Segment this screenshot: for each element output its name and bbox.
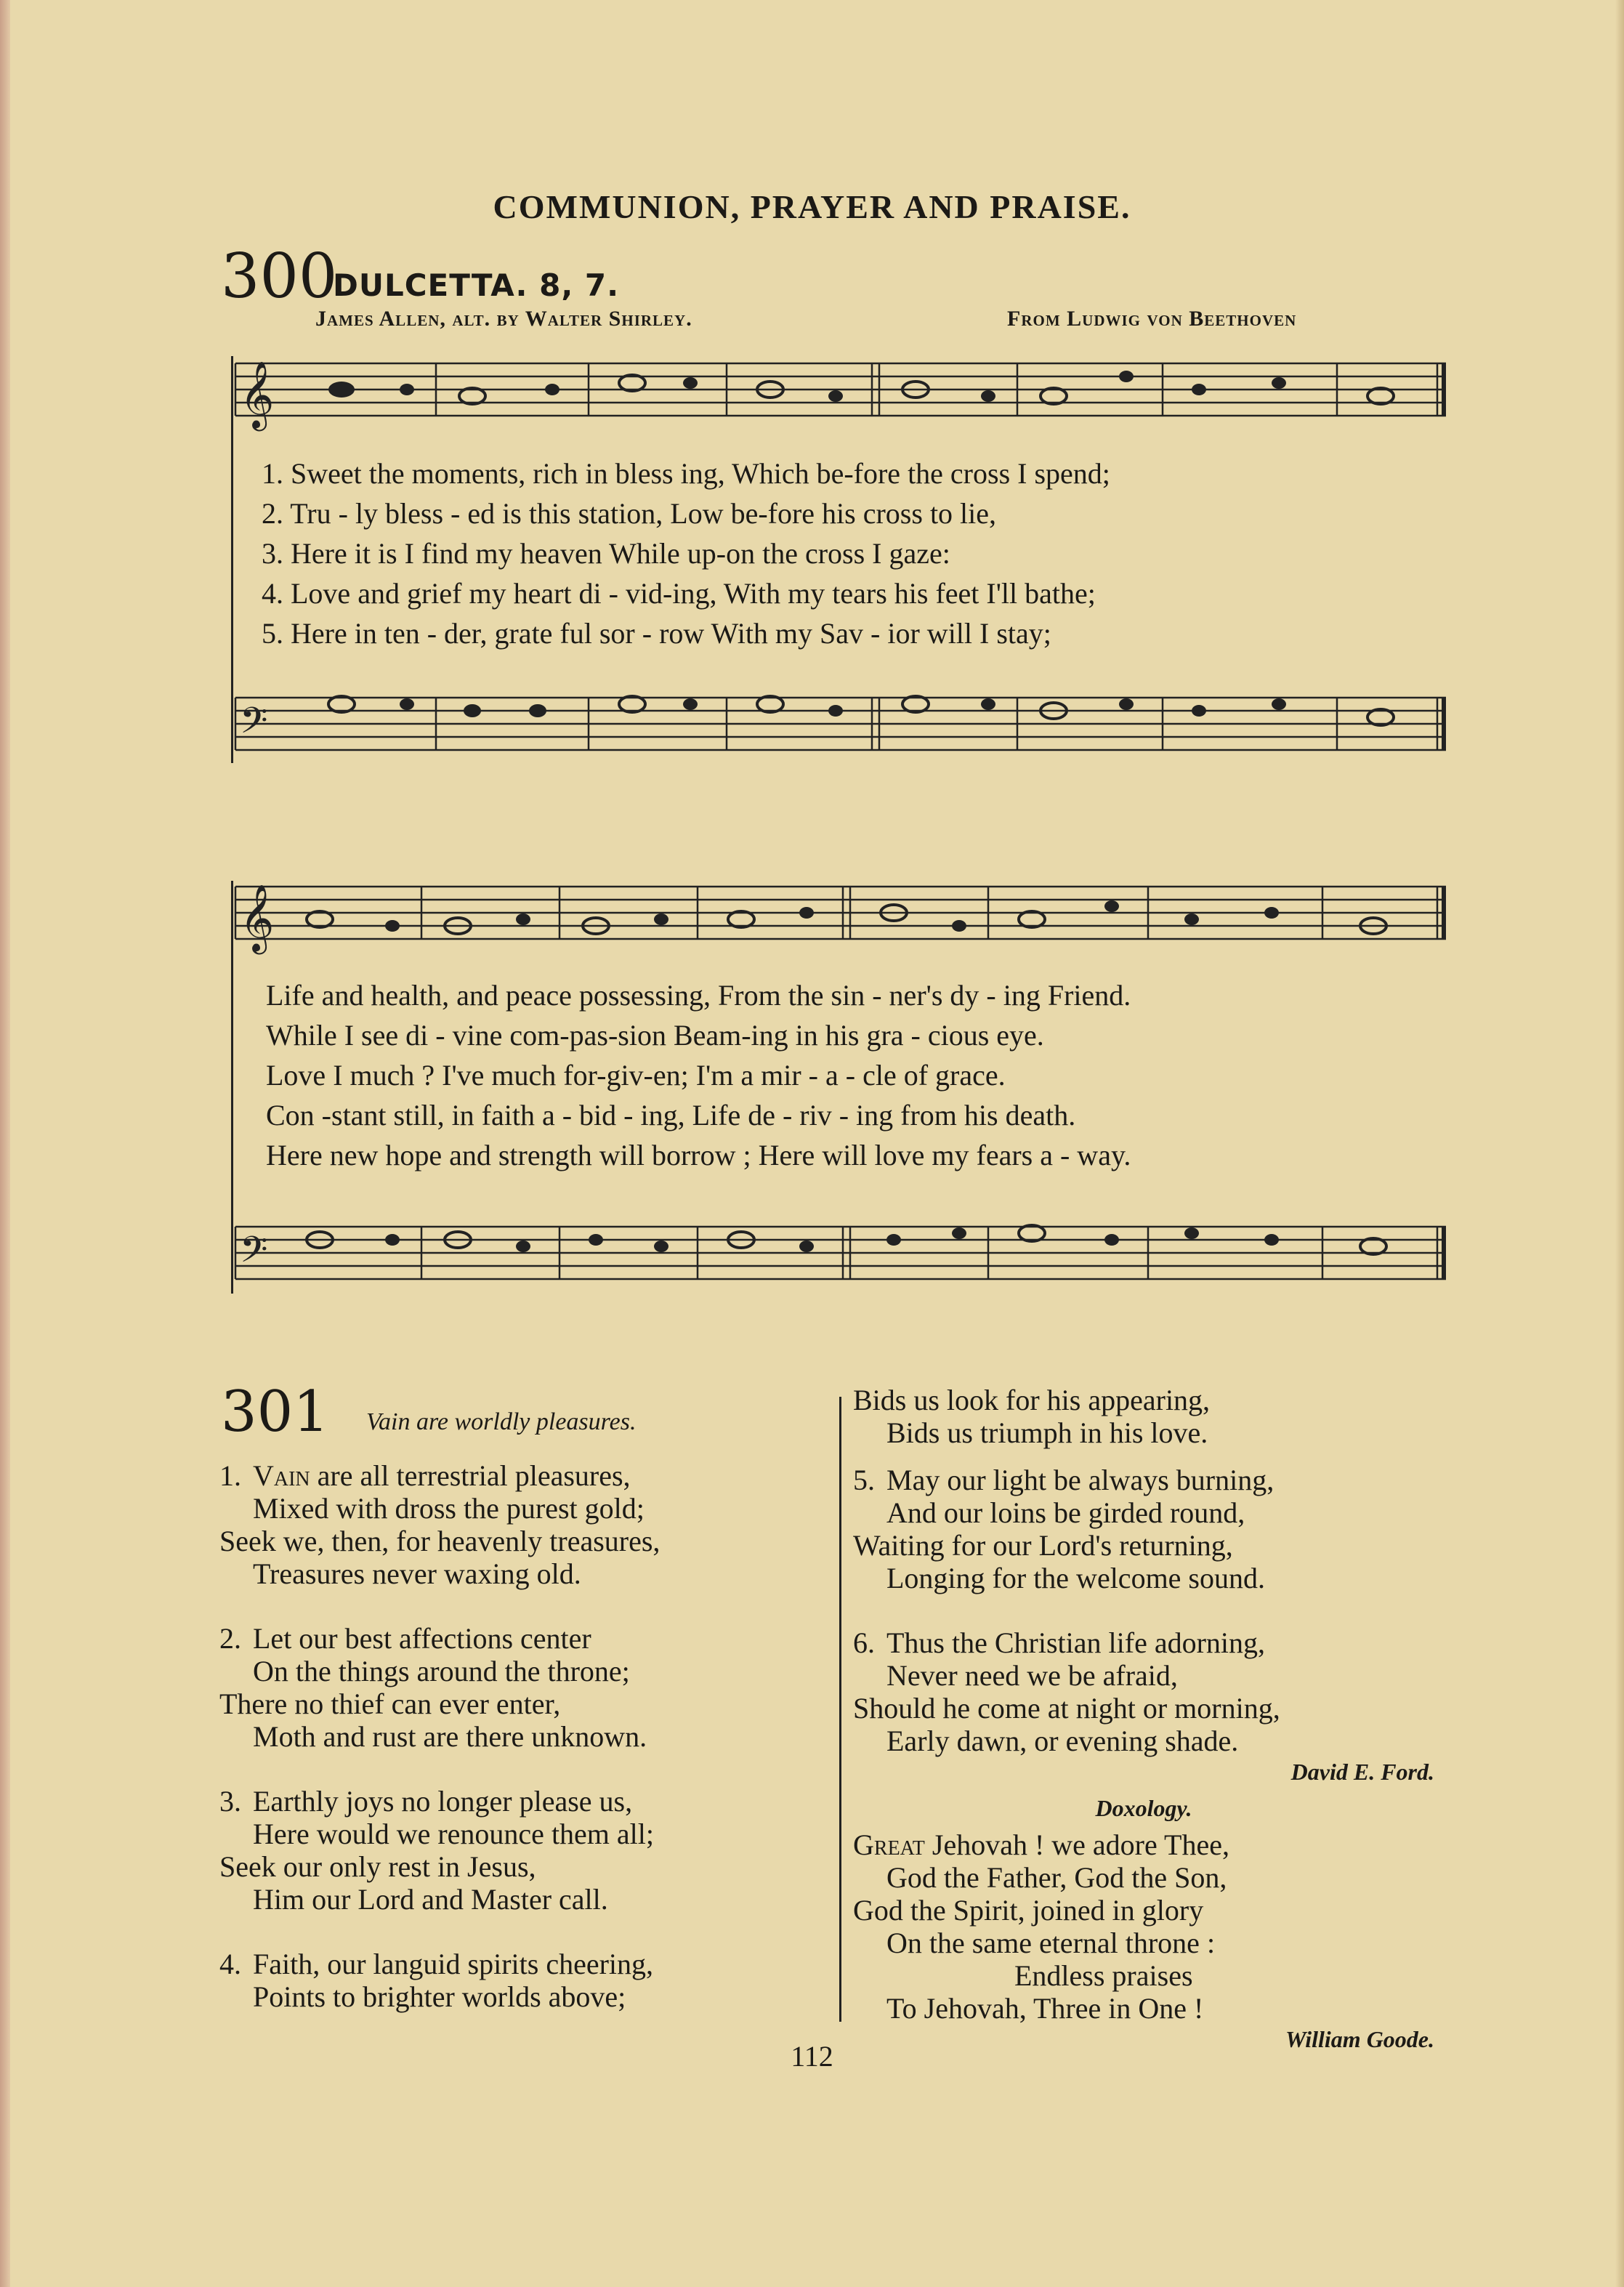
verse-text: Points to brighter worlds above; bbox=[253, 1980, 626, 2013]
stanza bbox=[853, 1464, 1434, 1594]
verse-text: May our light be always burning, bbox=[886, 1464, 1274, 1496]
verse-text: Faith, our languid spirits cheering, bbox=[253, 1948, 654, 1980]
hymn-301-subtitle: Vain are worldly pleasures. bbox=[366, 1408, 637, 1435]
doxology-line: On the same eternal throne : bbox=[886, 1927, 1216, 1959]
verse-line bbox=[853, 1529, 1434, 1562]
verse-line bbox=[219, 1622, 830, 1655]
verse-number: 2. bbox=[219, 1622, 241, 1655]
svg-text:𝄢: 𝄢 bbox=[240, 700, 268, 751]
doxology-line: God the Spirit, joined in glory bbox=[853, 1894, 1204, 1927]
verse-text: Waiting for our Lord's returning, bbox=[853, 1529, 1233, 1562]
doxology-line: God the Father, God the Son, bbox=[886, 1861, 1227, 1894]
author-signature: David E. Ford. bbox=[1290, 1759, 1434, 1785]
hymn-301-number: 301 bbox=[221, 1379, 329, 1445]
svg-text:𝄞: 𝄞 bbox=[240, 360, 275, 428]
verse-text: Mixed with dross the purest gold; bbox=[253, 1492, 645, 1525]
column-divider bbox=[839, 1397, 841, 2022]
doxology-line: To Jehovah, Three in One ! bbox=[886, 1992, 1204, 2025]
verse-text: Never need we be afraid, bbox=[886, 1659, 1178, 1692]
verse-number: 4. bbox=[219, 1948, 241, 1980]
doxology-title: Doxology. bbox=[1095, 1795, 1192, 1821]
verse-text: On the things around the throne; bbox=[253, 1655, 630, 1687]
verse-text: Treasures never waxing old. bbox=[253, 1557, 581, 1590]
verse-line bbox=[853, 1464, 1434, 1496]
verse-line bbox=[219, 1720, 830, 1753]
verse-line bbox=[219, 1980, 830, 2013]
verse-line bbox=[853, 1659, 1434, 1692]
verse-text: Early dawn, or evening shade. bbox=[886, 1725, 1239, 1757]
lyric-line: 1. Sweet the moments, rich in bless ing, Which be-fore the cross I spend; bbox=[262, 457, 1110, 490]
lyric-line: 2. Tru - ly bless - ed is this station, Low be-fore his cross to lie, bbox=[262, 497, 997, 530]
verse-line bbox=[853, 1496, 1434, 1529]
verse-text: And our loins be girded round, bbox=[886, 1496, 1245, 1529]
doxology-line bbox=[853, 1828, 1434, 1861]
verse-line bbox=[219, 1818, 830, 1850]
hymn-301-right-column bbox=[853, 1384, 1434, 2054]
svg-text:𝄢: 𝄢 bbox=[240, 1229, 268, 1280]
verse-text: Here would we renounce them all; bbox=[253, 1818, 655, 1850]
stanza bbox=[853, 1626, 1434, 1757]
treble-staff-2 bbox=[0, 872, 1624, 974]
verse-line bbox=[219, 1785, 830, 1818]
verse-line bbox=[219, 1459, 830, 1492]
verse-line bbox=[219, 1525, 830, 1557]
verse-text: Earthly joys no longer please us, bbox=[253, 1785, 633, 1818]
hymn-301-left-column bbox=[219, 1459, 830, 2045]
page-right-edge bbox=[1615, 0, 1624, 2287]
svg-text:𝄞: 𝄞 bbox=[240, 884, 275, 951]
verse-line bbox=[219, 1948, 830, 1980]
verse-line bbox=[219, 1557, 830, 1590]
stanza bbox=[219, 1459, 830, 1590]
verse-line bbox=[219, 1655, 830, 1687]
verse-line bbox=[853, 1626, 1434, 1659]
lyric-line: Here new hope and strength will borrow ; Here will love my fears a - way. bbox=[266, 1139, 1131, 1171]
lyric-line: 4. Love and grief my heart di - vid-ing, With my tears his feet I'll bathe; bbox=[262, 577, 1096, 610]
treble-staff-1 bbox=[0, 349, 1624, 451]
system-1-lyrics bbox=[262, 453, 1439, 653]
lyric-line: Love I much ? I've much for-giv-en; I'm a mir - a - cle of grace. bbox=[266, 1059, 1006, 1092]
stanza-4-continued bbox=[853, 1384, 1434, 1449]
doxology-author: William Goode. bbox=[1285, 2026, 1434, 2052]
right-stanzas bbox=[853, 1464, 1434, 1757]
verse-line: Bids us look for his appearing, bbox=[853, 1384, 1211, 1416]
verse-line bbox=[219, 1850, 830, 1883]
hymn-300-tune: DULCETTA. 8, 7. bbox=[333, 267, 620, 303]
verse-number: 1. bbox=[219, 1459, 241, 1492]
hymn-300-words-credit: James Allen, alt. by Walter Shirley. bbox=[315, 307, 692, 331]
verse-line bbox=[219, 1883, 830, 1916]
page-number: 112 bbox=[791, 2040, 833, 2073]
lead-word: Vain bbox=[253, 1459, 310, 1492]
verse-text: are all terrestrial pleasures, bbox=[310, 1459, 631, 1492]
doxology-line: Endless praises bbox=[1014, 1959, 1193, 1992]
verse-text: Thus the Christian life adorning, bbox=[886, 1626, 1266, 1659]
lyric-line: Life and health, and peace possessing, From the sin - ner's dy - ing Friend. bbox=[266, 979, 1131, 1012]
bass-staff-2 bbox=[0, 1212, 1624, 1314]
verse-text: Moth and rust are there unknown. bbox=[253, 1720, 647, 1753]
lyric-line: Con -stant still, in faith a - bid - ing, Life de - riv - ing from his death. bbox=[266, 1099, 1076, 1132]
verse-number: 6. bbox=[853, 1626, 875, 1659]
running-head: COMMUNION, PRAYER AND PRAISE. bbox=[493, 188, 1131, 225]
doxology bbox=[853, 1828, 1434, 2025]
doxology-line-text: Jehovah ! we adore Thee, bbox=[924, 1828, 1229, 1861]
verse-text: There no thief can ever enter, bbox=[219, 1687, 561, 1720]
verse-line bbox=[853, 1725, 1434, 1757]
page-left-edge bbox=[0, 0, 10, 2287]
verse-line bbox=[853, 1562, 1434, 1594]
verse-text: Let our best affections center bbox=[253, 1622, 591, 1655]
stanza bbox=[219, 1622, 830, 1753]
hymn-300-number: 300 bbox=[221, 241, 338, 312]
verse-text: Him our Lord and Master call. bbox=[253, 1883, 608, 1916]
lyric-line: While I see di - vine com-pas-sion Beam-ing in his gra - cious eye. bbox=[266, 1019, 1044, 1052]
doxology-lead-word: Great bbox=[853, 1828, 925, 1861]
verse-text: Should he come at night or morning, bbox=[853, 1692, 1280, 1725]
verse-line bbox=[853, 1692, 1434, 1725]
system-2-lyrics bbox=[266, 975, 1443, 1175]
verse-number: 3. bbox=[219, 1785, 241, 1818]
verse-line bbox=[219, 1492, 830, 1525]
verse-text: Seek we, then, for heavenly treasures, bbox=[219, 1525, 660, 1557]
lyric-line: 5. Here in ten - der, grate ful sor - row With my Sav - ior will I stay; bbox=[262, 617, 1051, 650]
verse-line bbox=[219, 1687, 830, 1720]
bass-staff-1 bbox=[0, 683, 1624, 785]
verse-line: Bids us triumph in his love. bbox=[886, 1416, 1208, 1449]
stanza bbox=[219, 1948, 830, 2013]
hymn-300-music-credit: From Ludwig von Beethoven bbox=[1007, 307, 1297, 331]
verse-text: Seek our only rest in Jesus, bbox=[219, 1850, 536, 1883]
stanza bbox=[219, 1785, 830, 1916]
verse-number: 5. bbox=[853, 1464, 875, 1496]
verse-text: Longing for the welcome sound. bbox=[886, 1562, 1265, 1594]
lyric-line: 3. Here it is I find my heaven While up-on the cross I gaze: bbox=[262, 537, 950, 570]
